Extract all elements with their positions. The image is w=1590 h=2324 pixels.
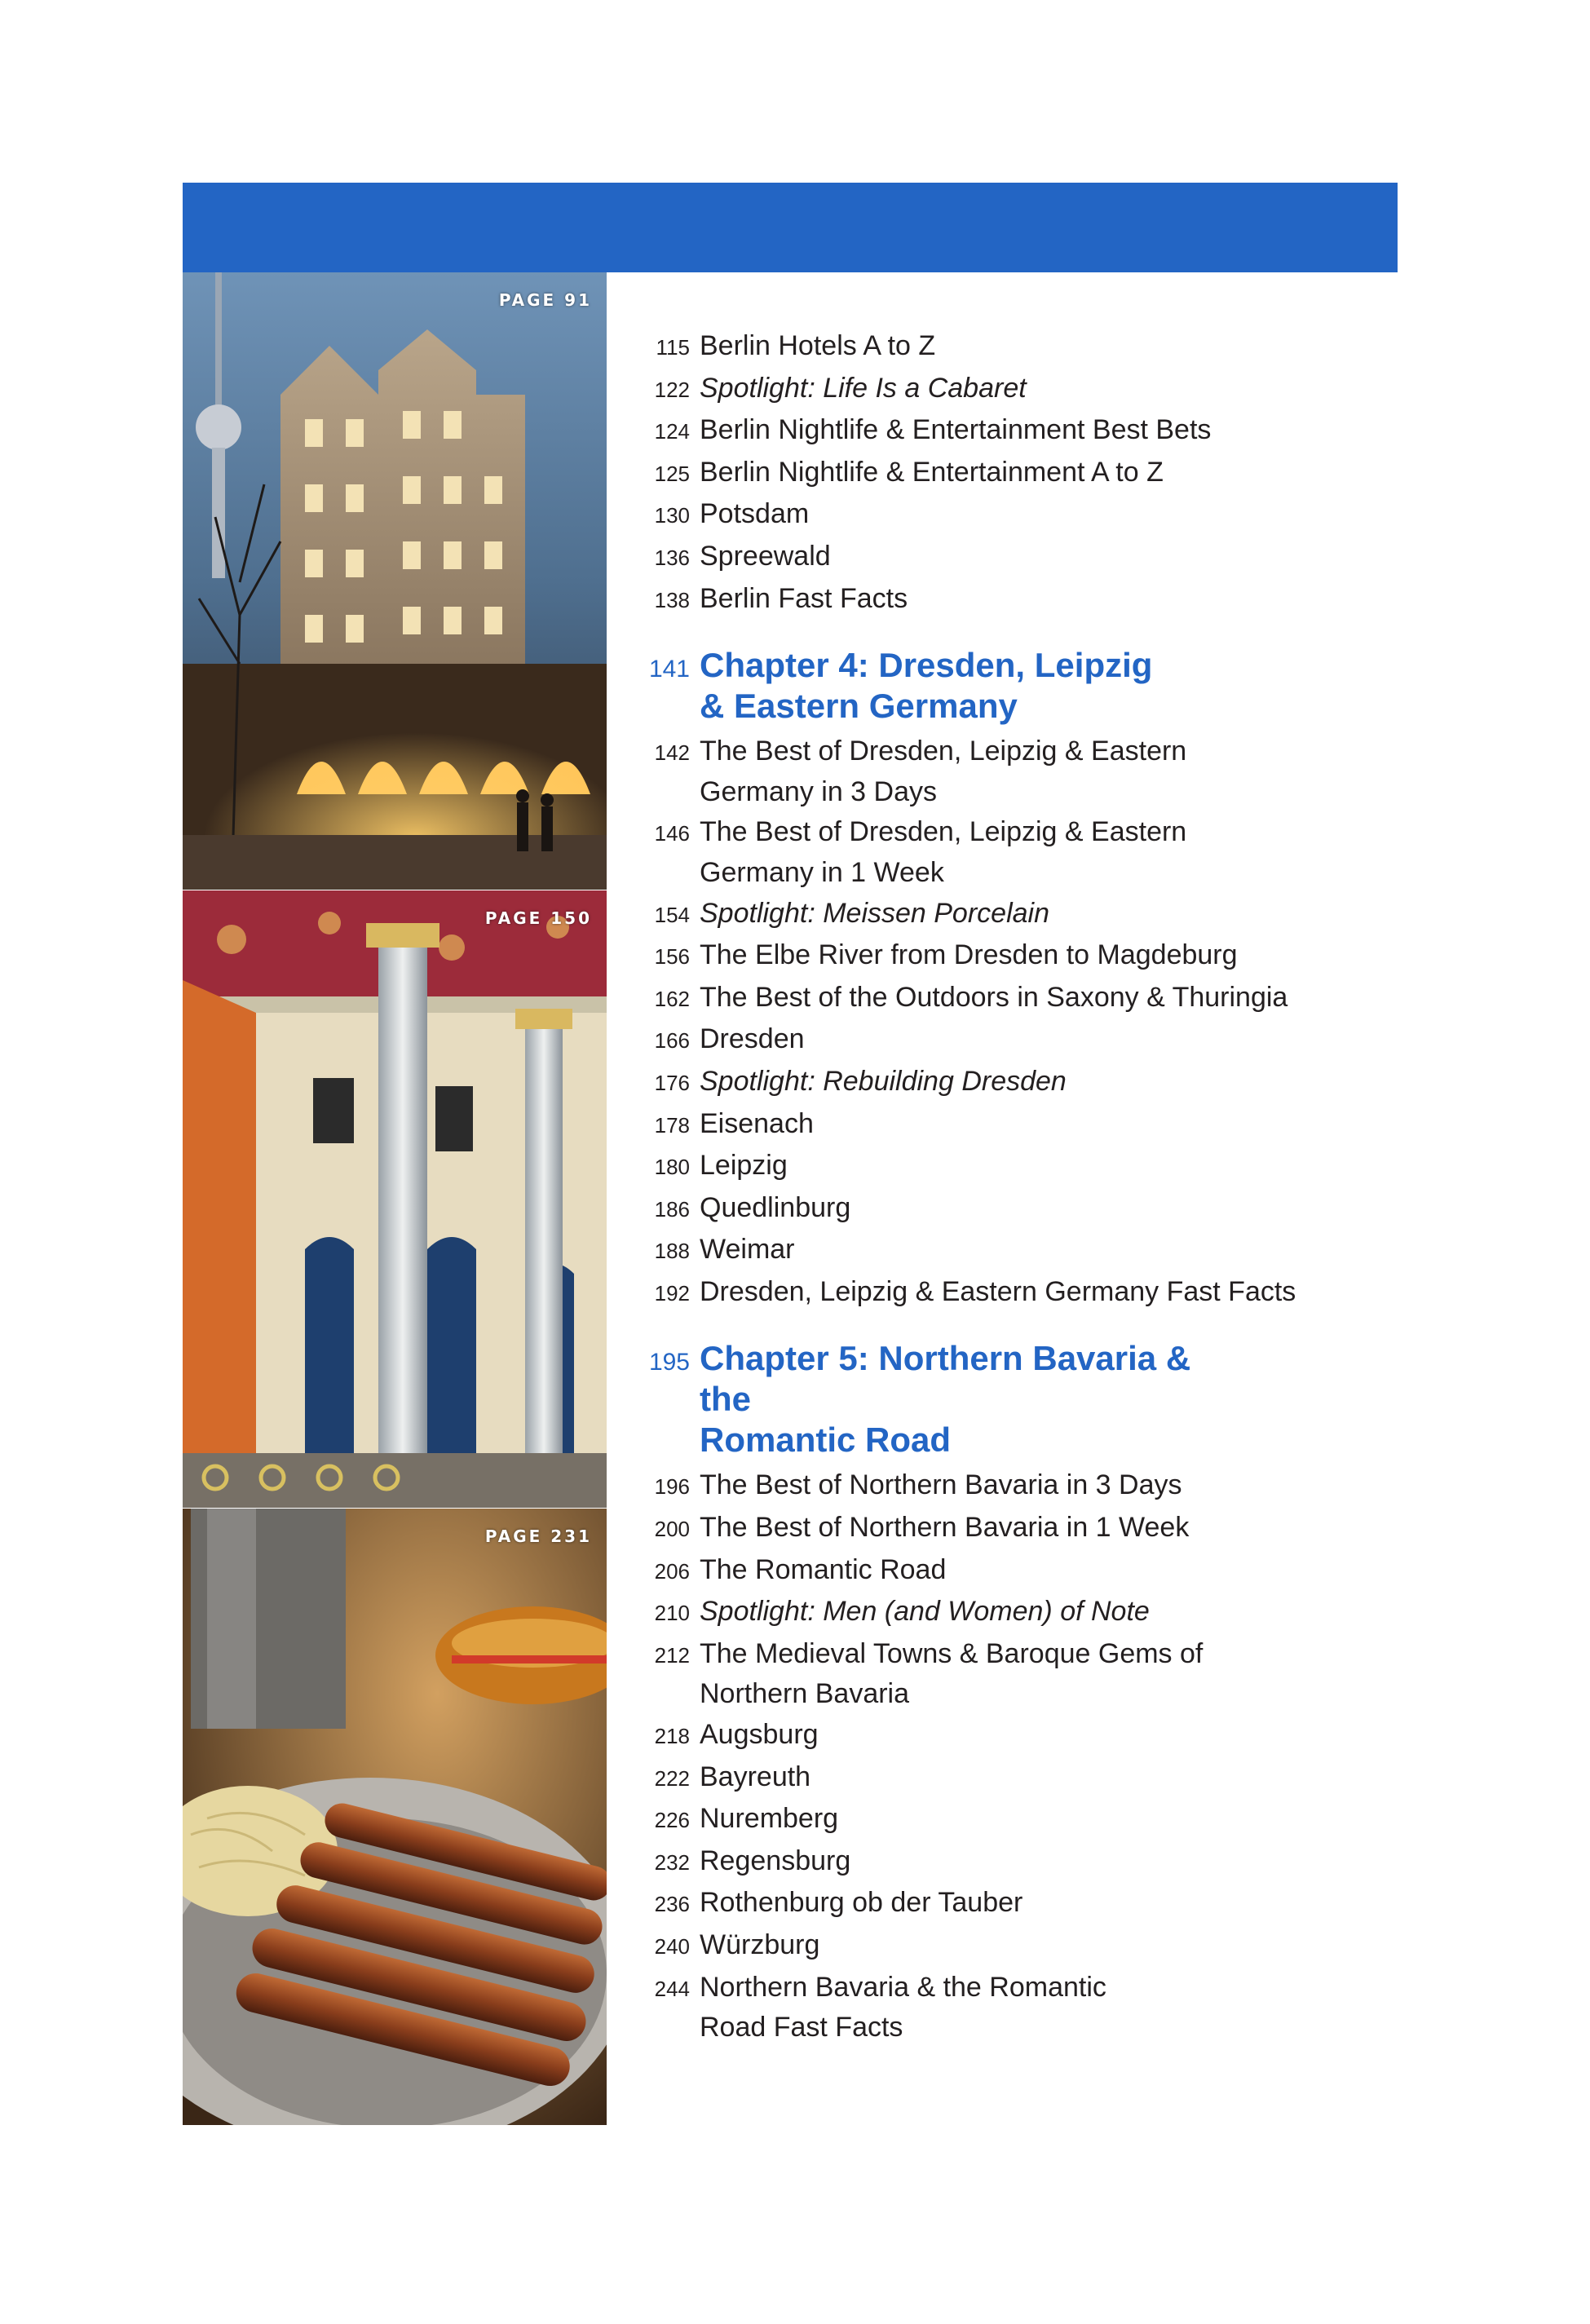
chapter-page-number: 195 [648, 1349, 690, 1376]
toc-page-number: 166 [654, 1028, 690, 1054]
toc-title: Rothenburg ob der Tauber [700, 1887, 1023, 1919]
chapter-heading-4[interactable] [636, 645, 1370, 727]
toc-title-line: Germany in 3 Days [700, 775, 937, 807]
toc-page-number: 218 [654, 1724, 690, 1749]
toc-page-number: 226 [654, 1808, 690, 1833]
toc-entry-spotlight[interactable] [636, 1592, 1370, 1634]
toc-entry[interactable] [636, 1841, 1370, 1884]
chapter-title-line: Chapter 5: Northern Bavaria & the [700, 1339, 1191, 1419]
toc-title: The Romantic Road [700, 1553, 947, 1585]
toc-page-number: 178 [654, 1112, 690, 1138]
toc-entry[interactable] [636, 1146, 1370, 1188]
toc-title: Regensburg [700, 1845, 851, 1876]
toc-entry[interactable] [636, 453, 1370, 495]
toc-title-line: Germany in 1 Week [700, 856, 944, 888]
toc-entry[interactable] [636, 1757, 1370, 1800]
toc-title: The Best of Northern Bavaria in 3 Days [700, 1469, 1182, 1501]
toc-entry[interactable] [636, 1968, 1370, 2048]
toc-page-number: 122 [654, 377, 690, 402]
toc-entry[interactable] [636, 537, 1370, 579]
photo-baroque-columns [183, 890, 607, 1509]
toc-page-number: 142 [654, 740, 690, 766]
toc-page-number: 240 [654, 1934, 690, 1959]
toc-page-number: 192 [654, 1280, 690, 1306]
photo-berlin-dusk [183, 272, 607, 890]
toc-title: Augsburg [700, 1719, 819, 1751]
toc-title [700, 1634, 1370, 1715]
toc-entry[interactable] [636, 1925, 1370, 1968]
toc-page-number: 180 [654, 1155, 690, 1180]
toc-page-number: 206 [654, 1558, 690, 1584]
toc-entry-spotlight[interactable] [636, 894, 1370, 936]
toc-entry[interactable] [636, 1508, 1370, 1550]
toc-title: Potsdam [700, 498, 810, 530]
toc-title [700, 812, 1370, 893]
toc-title: Spotlight: Meissen Porcelain [700, 897, 1050, 929]
toc-title: Quedlinburg [700, 1191, 851, 1223]
toc-title: Berlin Nightlife & Entertainment Best Bets [700, 414, 1212, 446]
toc-page-number: 162 [654, 986, 690, 1011]
toc-entry[interactable] [636, 812, 1370, 893]
toc-title: Dresden [700, 1023, 805, 1055]
toc-page-number: 125 [654, 461, 690, 486]
toc-page-number: 244 [654, 1976, 690, 2001]
toc-title: Bayreuth [700, 1761, 811, 1792]
toc-entry[interactable] [636, 1104, 1370, 1147]
photo-page-label: PAGE 150 [484, 908, 592, 928]
toc-title-line: Northern Bavaria [700, 1678, 910, 1710]
toc-title-line: Road Fast Facts [700, 2012, 903, 2043]
toc-entry[interactable] [636, 1799, 1370, 1841]
berlin-dusk-image [183, 272, 607, 890]
toc-title: Spreewald [700, 540, 831, 572]
toc-entry[interactable] [636, 978, 1370, 1020]
toc-entry[interactable] [636, 1188, 1370, 1230]
toc-entry-spotlight[interactable] [636, 369, 1370, 411]
sausages-image [183, 1509, 607, 2125]
toc-page-number: 188 [654, 1239, 690, 1264]
toc-title: Weimar [700, 1234, 795, 1266]
toc-title: The Best of the Outdoors in Saxony & Thuringia [700, 981, 1288, 1013]
toc-page-number: 200 [654, 1517, 690, 1542]
baroque-columns-image [183, 890, 607, 1509]
toc-page-number: 115 [656, 335, 690, 360]
table-of-contents [636, 326, 1370, 2048]
photo-sausages [183, 1509, 607, 2125]
photo-page-label: PAGE 91 [498, 290, 592, 310]
toc-title: The Best of Northern Bavaria in 1 Week [700, 1512, 1190, 1544]
toc-page-number: 146 [654, 821, 690, 846]
chapter-title-line: Chapter 4: Dresden, Leipzig [700, 646, 1153, 685]
toc-title-line: The Medieval Towns & Baroque Gems of [700, 1637, 1204, 1669]
toc-title: Berlin Hotels A to Z [700, 330, 936, 361]
toc-title [700, 731, 1370, 812]
toc-entry[interactable] [636, 1019, 1370, 1062]
toc-page-number: 136 [654, 545, 690, 570]
toc-title: Würzburg [700, 1929, 820, 1960]
toc-entry[interactable] [636, 1634, 1370, 1715]
toc-entry[interactable] [636, 1883, 1370, 1925]
toc-page-number: 222 [654, 1765, 690, 1791]
toc-entry[interactable] [636, 494, 1370, 537]
toc-page-number: 130 [654, 503, 690, 528]
chapter-page-number: 141 [648, 656, 690, 683]
header-color-band [183, 183, 1398, 272]
toc-title: Leipzig [700, 1150, 788, 1182]
toc-title-line: Northern Bavaria & the Romantic [700, 1971, 1106, 2003]
chapter-title-line: Romantic Road [700, 1420, 952, 1460]
toc-title: Berlin Nightlife & Entertainment A to Z [700, 456, 1164, 488]
toc-page-number: 186 [654, 1196, 690, 1222]
toc-title: Nuremberg [700, 1803, 839, 1835]
toc-page-number: 154 [654, 902, 690, 927]
toc-page-number: 124 [654, 419, 690, 444]
toc-title: Berlin Fast Facts [700, 582, 908, 614]
toc-page-number: 156 [654, 944, 690, 970]
toc-page-number: 196 [654, 1474, 690, 1500]
toc-entry[interactable] [636, 1465, 1370, 1508]
toc-entry[interactable] [636, 1272, 1370, 1314]
toc-page-number: 232 [654, 1849, 690, 1875]
toc-page-number: 236 [654, 1892, 690, 1917]
photo-column [183, 272, 607, 2125]
toc-title [700, 1968, 1370, 2048]
toc-title: Spotlight: Rebuilding Dresden [700, 1065, 1067, 1097]
toc-title: The Elbe River from Dresden to Magdeburg [700, 939, 1238, 971]
toc-entry[interactable] [636, 326, 1370, 369]
toc-entry[interactable] [636, 1550, 1370, 1593]
toc-entry[interactable] [636, 1230, 1370, 1272]
chapter-title [700, 645, 1230, 727]
toc-title-line: The Best of Dresden, Leipzig & Eastern [700, 816, 1187, 848]
toc-title-line: The Best of Dresden, Leipzig & Eastern [700, 736, 1187, 767]
toc-entry[interactable] [636, 935, 1370, 978]
toc-entry[interactable] [636, 579, 1370, 621]
photo-page-label: PAGE 231 [484, 1527, 592, 1546]
chapter-heading-5[interactable] [636, 1338, 1370, 1460]
toc-entry-spotlight[interactable] [636, 1062, 1370, 1104]
toc-page-number: 210 [654, 1601, 690, 1626]
toc-entry[interactable] [636, 410, 1370, 453]
toc-page-number: 138 [654, 587, 690, 612]
toc-entry[interactable] [636, 1715, 1370, 1757]
toc-title: Dresden, Leipzig & Eastern Germany Fast Facts [700, 1275, 1296, 1307]
toc-title: Spotlight: Life Is a Cabaret [700, 372, 1027, 404]
toc-page-number: 176 [654, 1070, 690, 1095]
toc-page-number: 212 [654, 1642, 690, 1668]
toc-title: Eisenach [700, 1107, 814, 1139]
chapter-title-line: & Eastern Germany [700, 687, 1018, 726]
toc-title: Spotlight: Men (and Women) of Note [700, 1596, 1150, 1628]
toc-entry[interactable] [636, 731, 1370, 812]
chapter-title [700, 1338, 1230, 1460]
